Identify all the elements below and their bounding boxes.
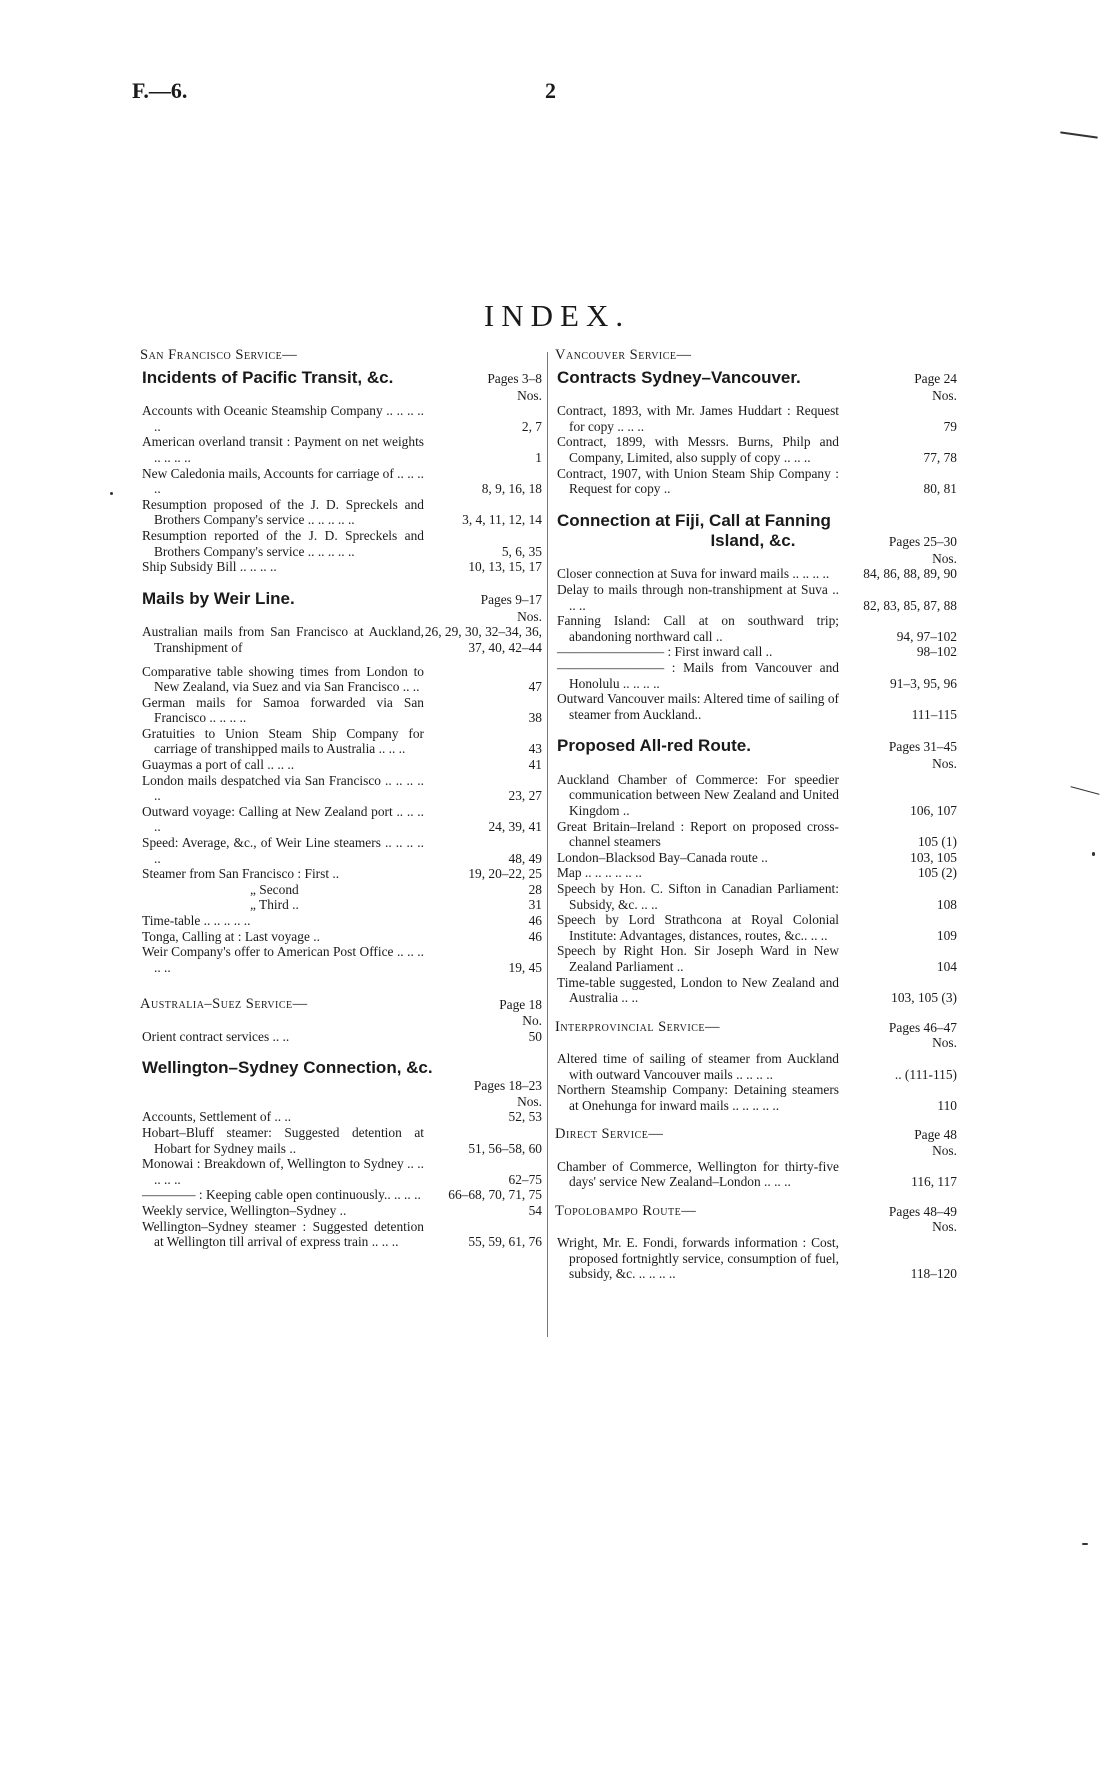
topolobampo-nos: Nos. — [932, 1219, 957, 1235]
index-entry: London–Blacksod Bay–Canada route .. 103, 105 — [557, 849, 957, 865]
index-entry: Altered time of sailing of steamer from Auckland with outward Vancouver mails .. .. .. .. .. (111-115) — [557, 1050, 957, 1082]
index-entry: Auckland Chamber of Commerce: For speedier communication between New Zealand and United Kingdom .. 106, 107 — [557, 771, 957, 819]
pacific-transit-title: Incidents of Pacific Transit, &c. — [142, 367, 394, 387]
direct-heading: Direct Service— — [555, 1126, 664, 1143]
contracts-title: Contracts Sydney–Vancouver. — [557, 367, 801, 387]
pacific-transit-nos: Nos. — [517, 387, 542, 403]
index-entry: Wright, Mr. E. Fondi, forwards information : Cost, proposed fortnightly service, consumption of fuel, subsidy, &c. .. .. .. .. 118–120 — [557, 1234, 957, 1282]
weir-line-pages: Pages 9–17 — [480, 591, 542, 607]
pacific-transit-header — [142, 368, 542, 388]
index-entry: Fanning Island: Call at on southward trip; abandoning northward call .. 94, 97–102 — [557, 613, 957, 644]
index-entry: American overland transit : Payment on net weights .. .. .. .. 1 — [142, 434, 542, 465]
index-entry: Weekly service, Wellington–Sydney .. 54 — [142, 1202, 542, 1218]
contracts-pages: Page 24 — [914, 370, 957, 386]
index-entry: Resumption reported of the J. D. Spreckels and Brothers Company's service .. .. .. .. .. 5, 6, 35 — [142, 527, 542, 559]
san-francisco-heading: San Francisco Service— — [140, 347, 298, 363]
index-entry: Tonga, Calling at : Last voyage .. 46 — [142, 928, 542, 944]
index-title: INDEX. — [483, 298, 631, 333]
index-entry: Map .. .. .. .. .. .. 105 (2) — [557, 865, 957, 881]
vancouver-heading: Vancouver Service— — [555, 347, 692, 363]
index-entry: Contract, 1899, with Messrs. Burns, Philp and Company, Limited, also supply of copy .. .. .. 77, 78 — [557, 434, 957, 465]
index-entry: Accounts, Settlement of .. .. 52, 53 — [142, 1109, 542, 1125]
index-entry: Accounts with Oceanic Steamship Company .. .. .. .. .. 2, 7 — [142, 403, 542, 434]
index-entry: New Caledonia mails, Accounts for carriage of .. .. .. .. 8, 9, 16, 18 — [142, 465, 542, 497]
all-red-header — [557, 736, 957, 756]
scan-mark — [1060, 131, 1098, 138]
index-entry: London mails despatched via San Francisco .. .. .. .. .. 23, 27 — [142, 772, 542, 804]
interprovincial-pages: Pages 46–47 — [888, 1019, 957, 1035]
index-entry: Northern Steamship Company: Detaining steamers at Onehunga for inward mails .. .. .. .. .. 110 — [557, 1082, 957, 1113]
index-entry: Resumption proposed of the J. D. Spreckels and Brothers Company's service .. .. .. .. .. 3, 4, 11, 12, 14 — [142, 496, 542, 528]
index-entry: „ Second 28 — [250, 881, 542, 897]
index-entry: ———— : Keeping cable open continuously.. .. .. .. 66–68, 70, 71, 75 — [142, 1187, 542, 1203]
interprovincial-nos: Nos. — [932, 1035, 957, 1051]
index-entry: Outward Vancouver mails: Altered time of sailing of steamer from Auckland.. 111–115 — [557, 691, 957, 722]
index-entry: Contract, 1907, with Union Steam Ship Company : Request for copy .. 80, 81 — [557, 465, 957, 497]
index-entry: Chamber of Commerce, Wellington for thirty-five days' service New Zealand–London .. .. .. 116, 117 — [557, 1158, 957, 1190]
direct-nos: Nos. — [932, 1142, 957, 1158]
index-entry: Ship Subsidy Bill .. .. .. .. 10, 13, 15, 17 — [142, 559, 542, 575]
index-entry: Closer connection at Suva for inward mails .. .. .. .. 84, 86, 88, 89, 90 — [557, 566, 957, 582]
index-entry: Australian mails from San Francisco at Auckland, Transhipment of 26, 29, 30, 32–34, 36, 37, 40, 42–44 — [142, 624, 542, 655]
index-entry: ———————— : Mails from Vancouver and Honolulu .. .. .. .. 91–3, 95, 96 — [557, 659, 957, 691]
index-entry: Steamer from San Francisco : First .. 19, 20–22, 25 — [142, 866, 542, 882]
wellington-sydney-pages: Pages 18–23 — [473, 1078, 542, 1094]
index-entry: Gratuities to Union Steam Ship Company for carriage of transhipped mails to Australia .. .. .. 43 — [142, 725, 542, 757]
fiji-nos: Nos. — [932, 550, 957, 566]
index-entry: Comparative table showing times from London to New Zealand, via Suez and via San Francisco .. .. 47 — [142, 663, 542, 695]
contracts-header — [557, 368, 957, 388]
topolobampo-pages: Pages 48–49 — [888, 1203, 957, 1219]
index-entry: ———————— : First inward call .. 98–102 — [557, 644, 957, 660]
index-entry: Contract, 1893, with Mr. James Huddart : Request for copy .. .. .. 79 — [557, 403, 957, 434]
wellington-sydney-header — [142, 1058, 542, 1078]
fiji-pages: Pages 25–30 — [888, 533, 957, 549]
scan-mark — [1070, 786, 1099, 795]
index-entry: Speech by Lord Strathcona at Royal Colonial Institute: Advantages, distances, routes, &c.. .. .. 109 — [557, 912, 957, 943]
index-entry: German mails for Samoa forwarded via San Francisco .. .. .. .. 38 — [142, 694, 542, 726]
document-reference: F.—6. — [132, 78, 188, 103]
scan-mark — [1082, 1543, 1088, 1545]
wellington-sydney-title: Wellington–Sydney Connection, &c. — [142, 1058, 433, 1078]
index-entry: „ Third .. 31 — [250, 897, 542, 913]
right-column — [557, 348, 957, 1282]
australia-suez-nos: No. — [522, 1012, 542, 1028]
weir-line-nos: Nos. — [517, 608, 542, 624]
index-entry: Monowai : Breakdown of, Wellington to Sydney .. .. .. .. .. 62–75 — [142, 1156, 542, 1187]
index-entry: Weir Company's offer to American Post Office .. .. .. .. .. 19, 45 — [142, 944, 542, 975]
fiji-title-line2: Island, &c. — [710, 530, 796, 550]
weir-line-header — [142, 589, 542, 609]
fiji-header — [557, 531, 957, 551]
wellington-sydney-nos: Nos. — [517, 1093, 542, 1109]
page-number: 2 — [545, 78, 556, 103]
australia-suez-pages: Page 18 — [499, 997, 542, 1013]
index-entry: Delay to mails through non-transhipment at Suva .. .. .. 82, 83, 85, 87, 88 — [557, 581, 957, 613]
direct-pages: Page 48 — [914, 1127, 957, 1143]
australia-suez-heading: Australia–Suez Service— — [140, 996, 308, 1013]
index-entry: Orient contract services .. .. 50 — [142, 1028, 542, 1044]
fiji-title-line1: Connection at Fiji, Call at Fanning — [557, 510, 831, 530]
left-column — [142, 348, 542, 1250]
weir-line-title: Mails by Weir Line. — [142, 588, 295, 608]
interprovincial-heading: Interprovincial Service— — [555, 1018, 720, 1035]
index-entry: Hobart–Bluff steamer: Suggested detention at Hobart for Sydney mails .. 51, 56–58, 60 — [142, 1124, 542, 1156]
scan-mark — [1092, 852, 1095, 856]
index-entry: Time-table suggested, London to New Zealand and Australia .. .. 103, 105 (3) — [557, 974, 957, 1006]
pacific-transit-pages: Pages 3–8 — [487, 370, 542, 386]
scan-mark — [110, 492, 113, 495]
index-entry: Speed: Average, &c., of Weir Line steamers .. .. .. .. .. 48, 49 — [142, 835, 542, 866]
index-entry: Wellington–Sydney steamer : Suggested detention at Wellington till arrival of express train .. .. .. 55, 59, 61, 76 — [142, 1218, 542, 1250]
index-entry: Great Britain–Ireland : Report on proposed cross-channel steamers 105 (1) — [557, 818, 957, 850]
all-red-pages: Pages 31–45 — [888, 739, 957, 755]
column-divider — [547, 352, 548, 1337]
all-red-nos: Nos. — [932, 756, 957, 772]
topolobampo-heading: Topolobampo Route— — [555, 1202, 697, 1219]
index-entry: Speech by Right Hon. Sir Joseph Ward in New Zealand Parliament .. 104 — [557, 943, 957, 974]
all-red-title: Proposed All-red Route. — [557, 736, 751, 756]
contracts-nos: Nos. — [932, 387, 957, 403]
index-entry: Time-table .. .. .. .. .. 46 — [142, 913, 542, 928]
index-entry: Outward voyage: Calling at New Zealand port .. .. .. .. 24, 39, 41 — [142, 803, 542, 835]
index-entry: Guaymas a port of call .. .. .. 41 — [142, 757, 542, 773]
index-entry: Speech by Hon. C. Sifton in Canadian Parliament: Subsidy, &c. .. .. 108 — [557, 881, 957, 912]
